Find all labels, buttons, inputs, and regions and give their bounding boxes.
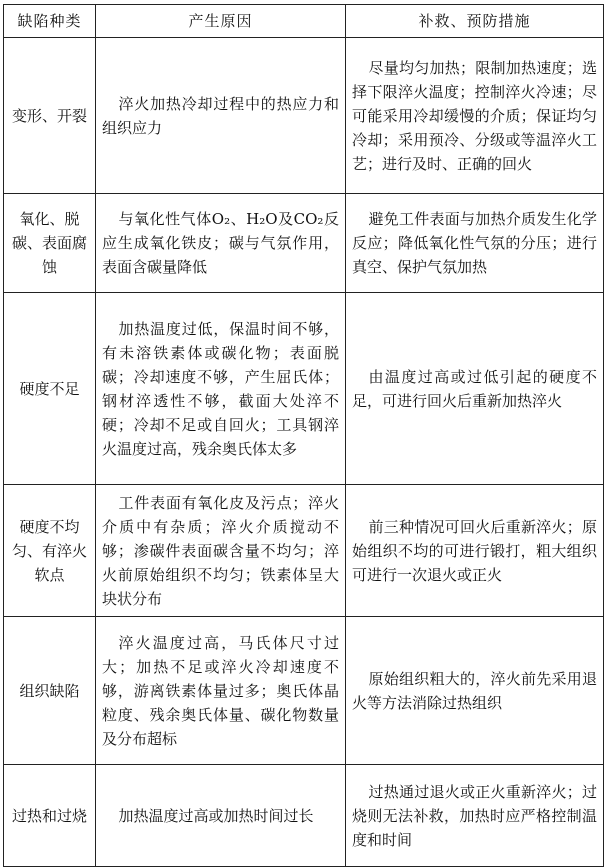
header-cause: 产生原因 [96, 5, 346, 38]
defect-type-cell: 过热和过烧 [4, 765, 96, 867]
cause-cell: 加热温度过高或加热时间过长 [96, 765, 346, 867]
defect-type-cell: 组织缺陷 [4, 617, 96, 765]
defect-type-cell: 硬度不均匀、有淬火软点 [4, 485, 96, 617]
cause-cell: 工件表面有氧化皮及污点；淬火介质中有杂质；淬火介质搅动不够；渗碳件表面碳含量不均匀；淬火前原始组织不均匀；铁素体呈大块状分布 [96, 485, 346, 617]
table-row [4, 194, 604, 293]
table-row [4, 293, 604, 485]
cause-cell: 淬火温度过高，马氏体尺寸过大；加热不足或淬火冷却速度不够，游离铁素体量过多；奥氏体晶粒度、残余奥氏体量、碳化物数量及分布超标 [96, 617, 346, 765]
header-remedy: 补救、预防措施 [346, 5, 604, 38]
defects-table [3, 4, 604, 867]
defect-type-cell: 硬度不足 [4, 293, 96, 485]
cause-cell: 与氧化性气体O₂、H₂O及CO₂反应生成氧化铁皮；碳与气氛作用，表面含碳量降低 [96, 194, 346, 293]
remedy-cell: 由温度过高或过低引起的硬度不足，可进行回火后重新加热淬火 [346, 293, 604, 485]
remedy-cell: 原始组织粗大的，淬火前先采用退火等方法消除过热组织 [346, 617, 604, 765]
table-row [4, 485, 604, 617]
remedy-cell: 过热通过退火或正火重新淬火；过烧则无法补救，加热时应严格控制温度和时间 [346, 765, 604, 867]
cause-cell: 淬火加热冷却过程中的热应力和组织应力 [96, 38, 346, 194]
table-row [4, 617, 604, 765]
defect-type-cell: 变形、开裂 [4, 38, 96, 194]
remedy-cell: 前三种情况可回火后重新淬火；原始组织不均的可进行锻打，粗大组织可进行一次退火或正火 [346, 485, 604, 617]
cause-cell: 加热温度过低，保温时间不够，有未溶铁素体或碳化物；表面脱碳；冷却速度不够，产生屈氏体；钢材淬透性不够，截面大处淬不硬；冷却不足或自回火；工具钢淬火温度过高，残余奥氏体太多 [96, 293, 346, 485]
table-row [4, 765, 604, 867]
remedy-cell: 尽量均匀加热；限制加热速度；选择下限淬火温度；控制淬火冷速；尽可能采用冷却缓慢的介质；保证均匀冷却；采用预冷、分级或等温淬火工艺；进行及时、正确的回火 [346, 38, 604, 194]
remedy-cell: 避免工件表面与加热介质发生化学反应；降低氧化性气氛的分压；进行真空、保护气氛加热 [346, 194, 604, 293]
header-defect-type: 缺陷种类 [4, 5, 96, 38]
defect-type-cell: 氧化、脱碳、表面腐蚀 [4, 194, 96, 293]
table-row [4, 38, 604, 194]
table-header-row [4, 5, 604, 38]
